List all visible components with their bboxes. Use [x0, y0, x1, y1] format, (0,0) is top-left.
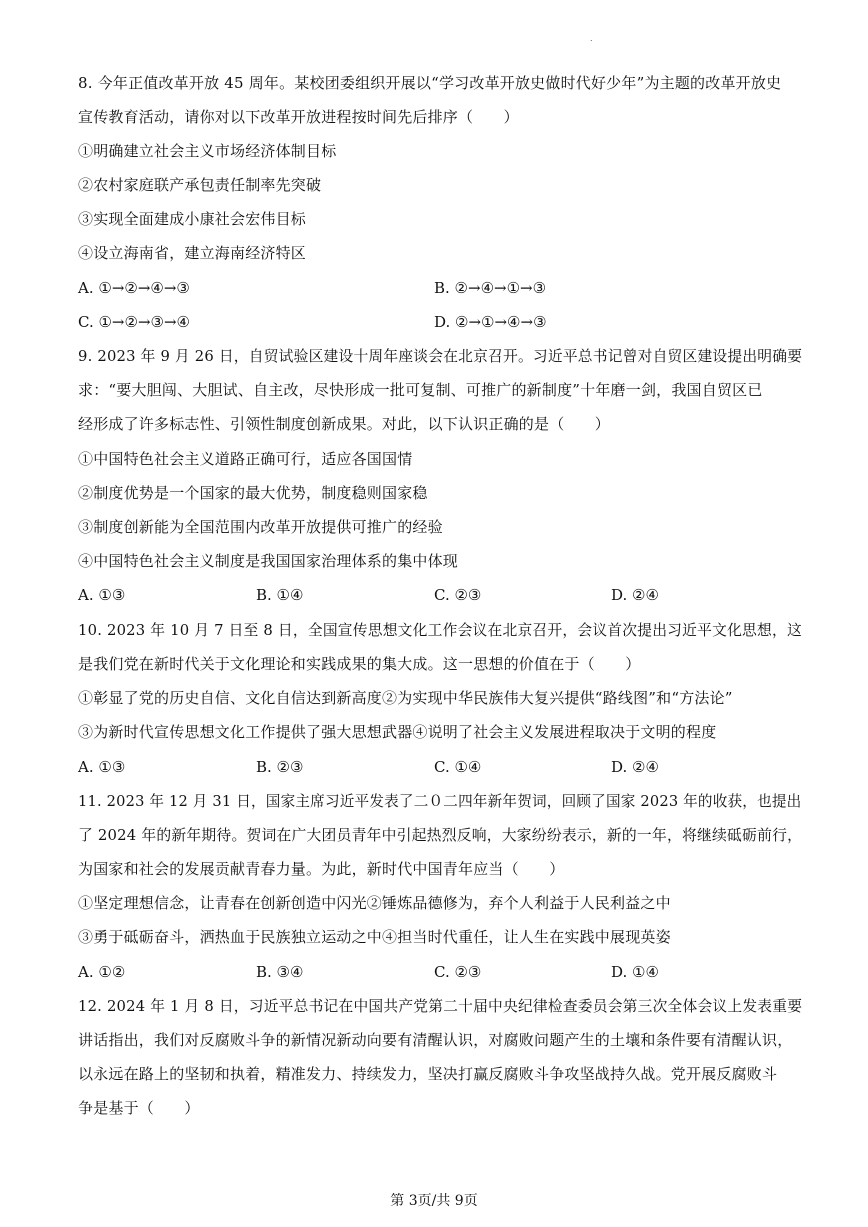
q9-line-3: 经形成了许多标志性、引领性制度创新成果。对此，以下认识正确的是（ ）	[78, 415, 611, 433]
q10-items-1-2: ①彰显了党的历史自信、文化自信达到新高度②为实现中华民族伟大复兴提供“路线图”和“方法论”	[78, 689, 733, 707]
q11-items-1-2: ①坚定理想信念，让青春在创新创造中闪光②锤炼品德修为，弃个人利益于人民利益之中	[78, 894, 671, 912]
q12-line-2: 讲话指出，我们对反腐败斗争的新情况新动向要有清醒认识，对腐败问题产生的土壤和条件要有清醒认识，	[78, 1031, 793, 1049]
q8-option-a: A. ①→②→④→③	[78, 279, 190, 297]
page-number-footer: 第 3页/共 9页	[390, 1193, 478, 1209]
q11-option-a: A. ①②	[78, 963, 126, 981]
q11-items-3-4: ③勇于砥砺奋斗，洒热血于民族独立运动之中④担当时代重任，让人生在实践中展现英姿	[78, 928, 671, 946]
q8-option-d: D. ②→①→④→③	[434, 313, 547, 331]
q10-option-d: D. ②④	[611, 758, 659, 776]
q11-line-1: 11. 2023 年 12 月 31 日，国家主席习近平发表了二０二四年新年贺词，回顾了国家 2023 年的收获，也提出	[78, 792, 802, 810]
q8-option-c: C. ①→②→③→④	[78, 313, 190, 331]
q8-line-2: 宣传教育活动，请你对以下改革开放进程按时间先后排序（ ）	[78, 108, 519, 126]
q9-line-1: 9. 2023 年 9 月 26 日，自贸试验区建设十周年座谈会在北京召开。习近平总书记曾对自贸区建设提出明确要	[78, 347, 803, 365]
q8-item-1: ①明确建立社会主义市场经济体制目标	[78, 142, 337, 160]
q10-line-2: 是我们党在新时代关于文化理论和实践成果的集大成。这一思想的价值在于（ ）	[78, 655, 641, 673]
q8-item-4: ④设立海南省，建立海南经济特区	[78, 244, 307, 262]
q9-option-a: A. ①③	[78, 586, 126, 604]
q12-line-3: 以永远在路上的坚韧和执着，精准发力、持续发力，坚决打赢反腐败斗争攻坚战持久战。党开展反腐败斗	[78, 1065, 778, 1083]
q8-line-1: 8. 今年正值改革开放 45 周年。某校团委组织开展以“学习改革开放史做时代好少年”为主题的改革开放史	[78, 74, 782, 92]
q11-line-2: 了 2024 年的新年期待。贺词在广大团员青年中引起热烈反响，大家纷纷表示，新的一年，将继续砥砺前行，	[78, 826, 803, 844]
q11-option-c: C. ②③	[434, 963, 482, 981]
q9-item-1: ①中国特色社会主义道路正确可行，适应各国国情	[78, 450, 413, 468]
q10-items-3-4: ③为新时代宣传思想文化工作提供了强大思想武器④说明了社会主义发展进程取决于文明的程度	[78, 723, 717, 741]
q9-line-2: 求：“要大胆闯、大胆试、自主改，尽快形成一批可复制、可推广的新制度”十年磨一剑，我国自贸区已	[78, 381, 763, 399]
q9-item-4: ④中国特色社会主义制度是我国国家治理体系的集中体现	[78, 552, 459, 570]
q10-line-1: 10. 2023 年 10 月 7 日至 8 日，全国宣传思想文化工作会议在北京召开，会议首次提出习近平文化思想，这	[78, 621, 802, 639]
q10-option-c: C. ①④	[434, 758, 482, 776]
q9-option-b: B. ①④	[256, 586, 304, 604]
q11-option-d: D. ①④	[611, 963, 659, 981]
q9-option-d: D. ②④	[611, 586, 659, 604]
q12-line-1: 12. 2024 年 1 月 8 日，习近平总书记在中国共产党第二十届中央纪律检查委员会第三次全体会议上发表重要	[78, 997, 803, 1015]
q8-option-b: B. ②→④→①→③	[434, 279, 547, 297]
q11-option-b: B. ③④	[256, 963, 304, 981]
q10-option-b: B. ②③	[256, 758, 304, 776]
page-mark: .	[590, 34, 593, 43]
q8-item-2: ②农村家庭联产承包责任制率先突破	[78, 176, 322, 194]
q8-item-3: ③实现全面建成小康社会宏伟目标	[78, 210, 307, 228]
q12-line-4: 争是基于（ ）	[78, 1099, 200, 1117]
q9-option-c: C. ②③	[434, 586, 482, 604]
q11-line-3: 为国家和社会的发展贡献青春力量。为此，新时代中国青年应当（ ）	[78, 860, 565, 878]
q9-item-2: ②制度优势是一个国家的最大优势，制度稳则国家稳	[78, 484, 428, 502]
q10-option-a: A. ①③	[78, 758, 126, 776]
q9-item-3: ③制度创新能为全国范围内改革开放提供可推广的经验	[78, 518, 443, 536]
